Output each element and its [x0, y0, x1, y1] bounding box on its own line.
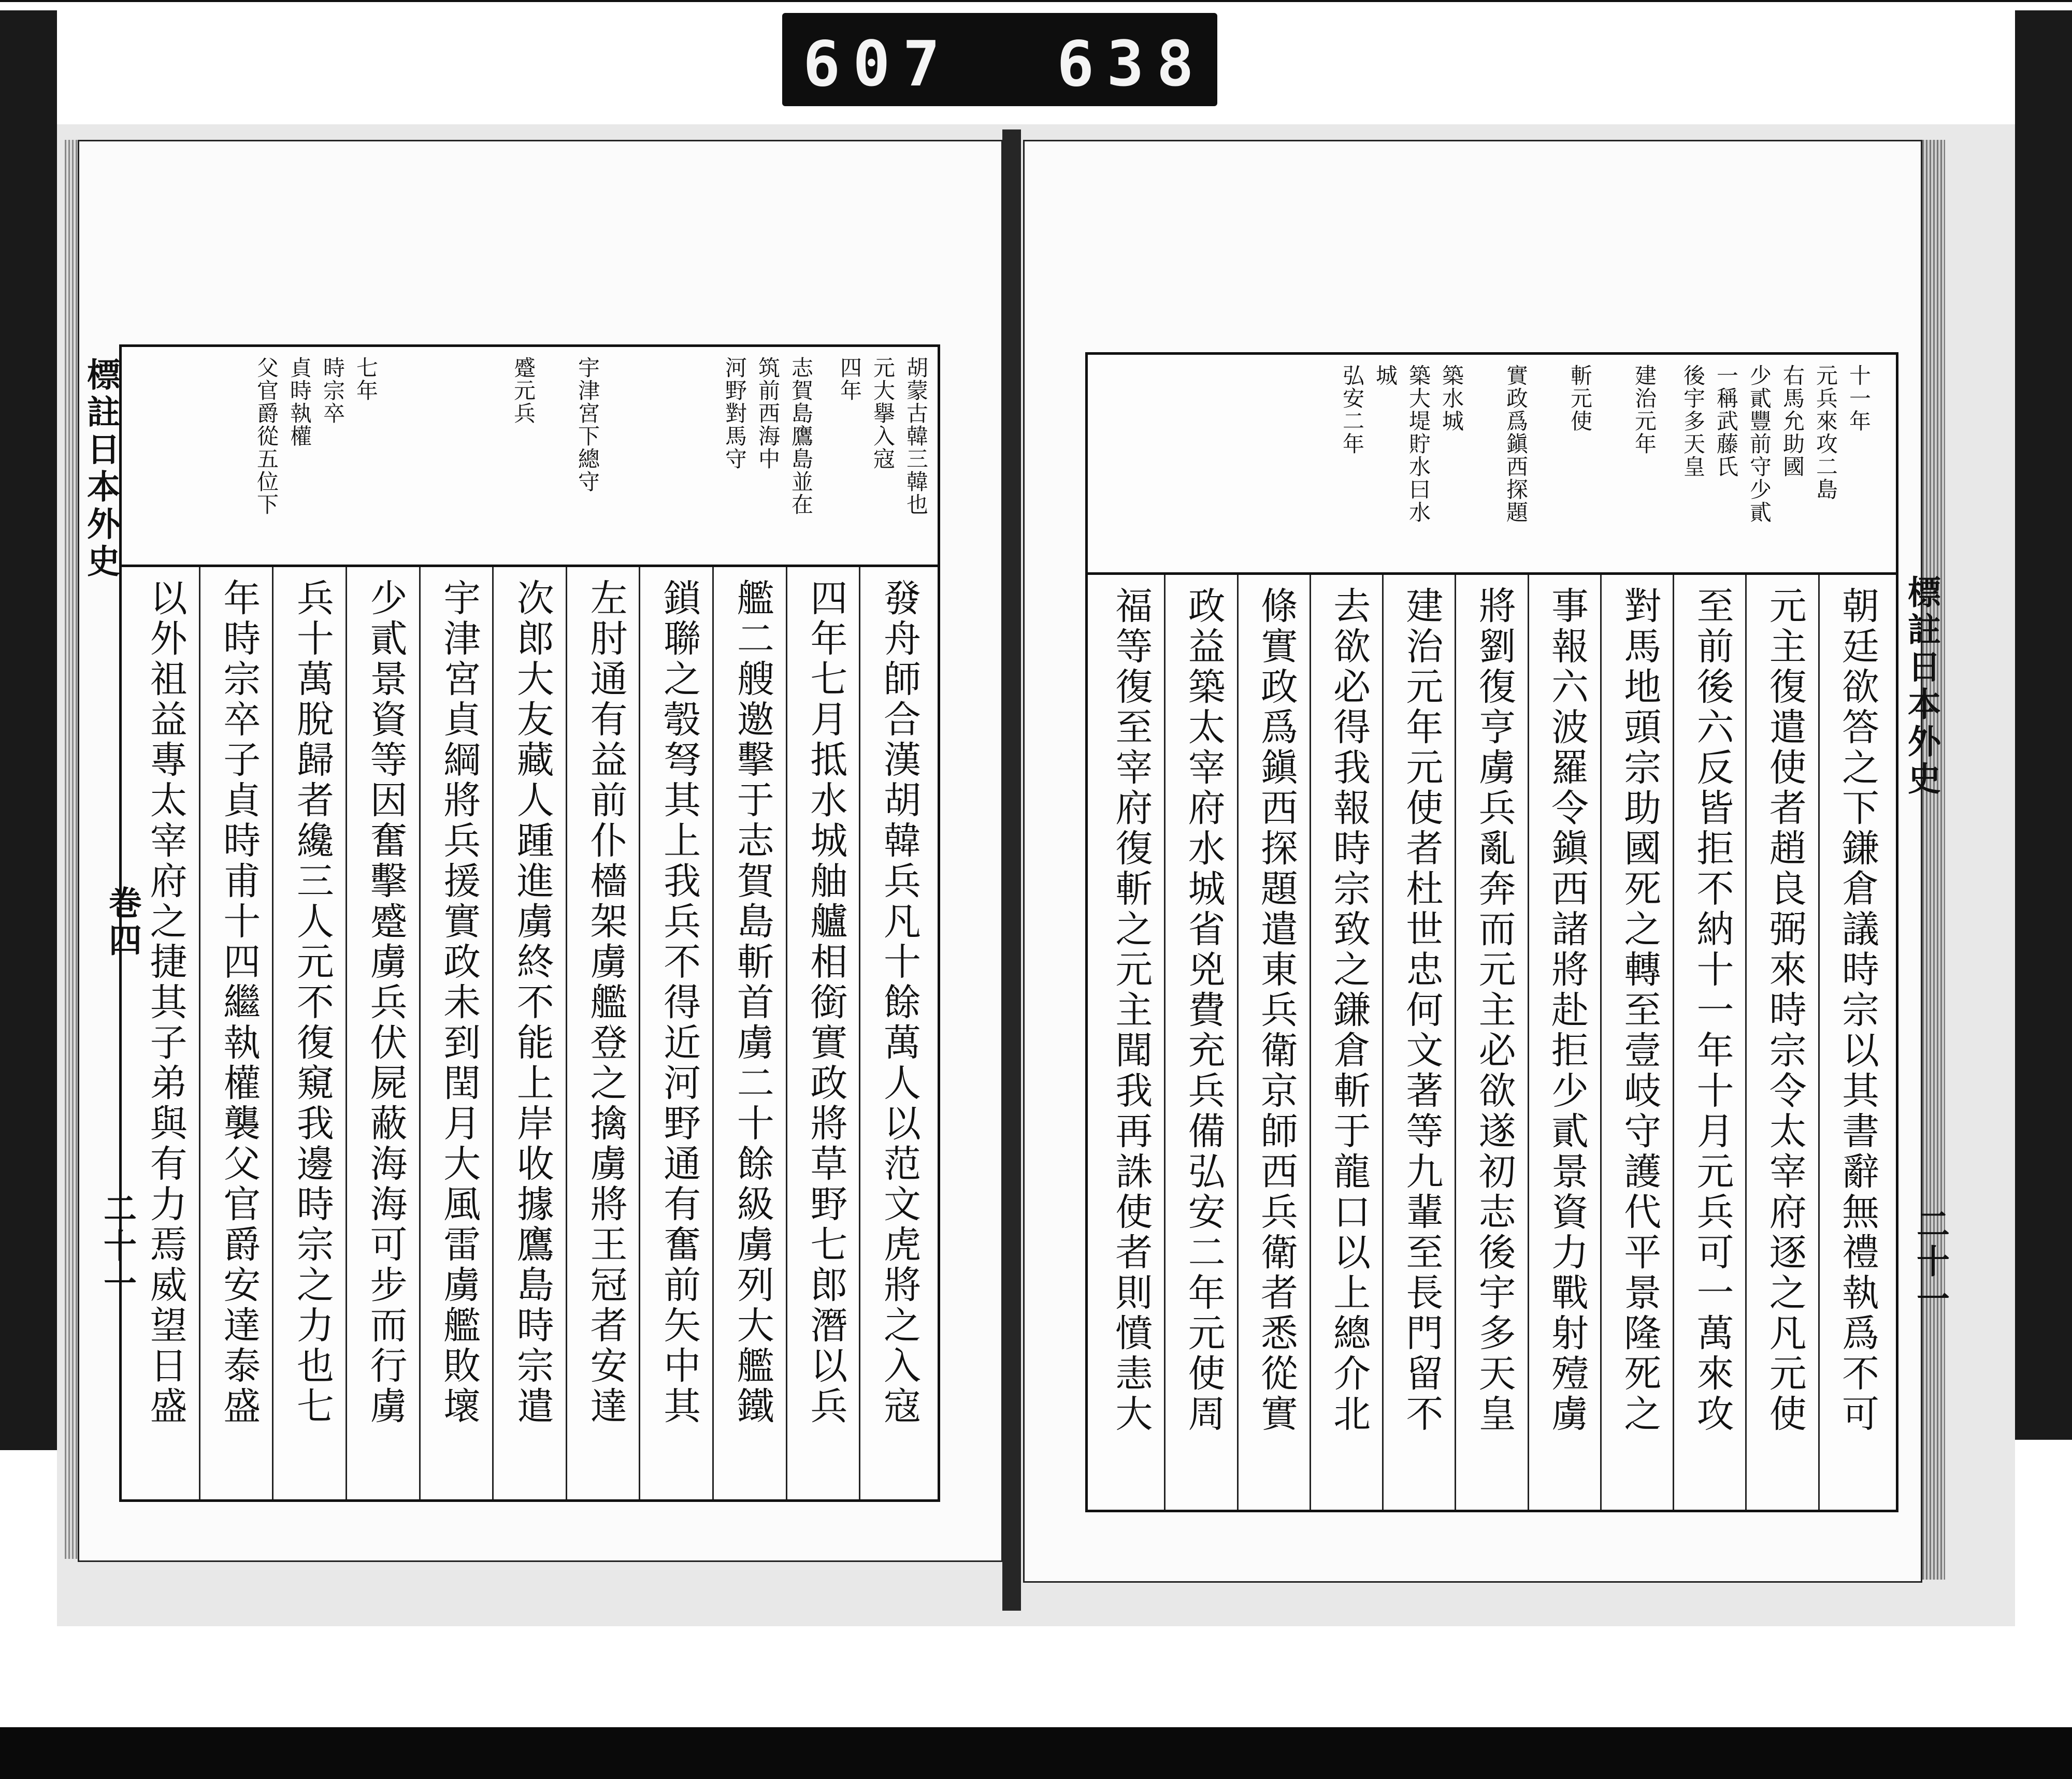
right-headnotes [1093, 355, 1875, 572]
text-column: 宇津宮貞綱將兵援實政未到閏月大風雷虜艦敗壞 [419, 567, 493, 1499]
left-main-text [122, 567, 938, 1499]
headnote: 右馬允助國 [1780, 364, 1805, 478]
text-column: 政益築太宰府水城省兇費充兵備弘安二年元使周 [1164, 575, 1236, 1510]
right-headnote-band [1088, 355, 1896, 575]
headnote: 七年 [353, 356, 379, 402]
headnote: 一稱武藤氏 [1714, 364, 1739, 478]
text-column: 對馬地頭宗助國死之轉至壹岐守護代平景隆死之 [1600, 575, 1673, 1510]
headnote: 宇津宮下總守 [575, 356, 600, 493]
right-text-columns [1093, 575, 1891, 1510]
headnote: 十一年 [1846, 364, 1872, 432]
headnote: 胡蒙古韓三韓也 [903, 356, 929, 516]
headnote: 時宗卒 [320, 356, 346, 425]
text-column: 去欲必得我報時宗致之鎌倉斬于龍口以上總介北 [1310, 575, 1382, 1510]
headnote: 蹙元兵 [511, 356, 536, 425]
text-column: 鎖聯之彀弩其上我兵不得近河野通有奮前矢中其 [639, 567, 712, 1499]
headnote: 筑前西海中 [755, 356, 781, 470]
right-margin-page-number: 二十一 [1911, 1207, 1950, 1319]
headnote: 後宇多天皇 [1680, 364, 1706, 478]
headnote: 四年 [837, 356, 862, 402]
scan-border-left [0, 10, 57, 1450]
top-rule [0, 0, 2072, 2]
headnote: 河野對馬守 [722, 356, 747, 470]
left-headnotes [168, 347, 932, 565]
text-column: 元主復遣使者趙良弼來時宗令太宰府逐之凡元使 [1745, 575, 1818, 1510]
film-frame-label [782, 13, 1217, 106]
film-number-left: 607 [803, 28, 953, 100]
headnote: 志賀島鷹島並在 [788, 356, 814, 516]
film-number-right: 638 [1057, 28, 1206, 100]
text-column: 艦二艘邀擊于志賀島斬首虜二十餘級虜列大艦鐵 [712, 567, 786, 1499]
left-headnote-band [122, 347, 938, 567]
text-column: 以外祖益專太宰府之捷其子弟與有力焉威望日盛 [143, 578, 188, 1427]
text-column: 福等復至宰府復斬之元主聞我再誅使者則憤恚大 [1109, 586, 1153, 1435]
scan-border-bottom [0, 1727, 2072, 1779]
headnote: 斬元使 [1567, 364, 1593, 432]
headnote: 元大擧入寇 [870, 356, 896, 470]
headnote: 建治元年 [1632, 364, 1657, 455]
headnote: 父官爵從五位下 [254, 356, 279, 516]
text-column: 至前後六反皆拒不納十一年十月元兵可一萬來攻 [1673, 575, 1745, 1510]
text-column: 發舟師合漢胡韓兵凡十餘萬人以范文虎將之入寇 [859, 567, 932, 1499]
text-column: 少貳景資等因奮擊蹙虜兵伏屍蔽海海可步而行虜 [346, 567, 419, 1499]
right-margin-title: 標註日本外史 [1902, 575, 1941, 799]
text-column: 建治元年元使者杜世忠何文著等九輩至長門留不 [1382, 575, 1455, 1510]
headnote: 築大堤貯水曰水 [1406, 364, 1431, 524]
right-text-frame [1085, 352, 1898, 1512]
text-column: 條實政爲鎭西探題遣東兵衛京師西兵衛者悉從實 [1237, 575, 1310, 1510]
headnote: 元兵來攻二島 [1813, 364, 1838, 501]
left-margin-page-number: 二十一 [98, 1191, 137, 1303]
scan-border-right [2015, 10, 2072, 1440]
text-column: 年時宗卒子貞時甫十四繼執權襲父官爵安達泰盛 [199, 567, 272, 1499]
text-column: 朝廷欲答之下鎌倉議時宗以其書辭無禮執爲不可 [1818, 575, 1891, 1510]
left-text-columns [127, 567, 932, 1499]
text-column: 次郎大友藏人踵進虜終不能上岸收據鷹島時宗遣 [492, 567, 566, 1499]
headnote: 弘安二年 [1340, 364, 1365, 455]
headnote: 少貳豐前守少貳 [1747, 364, 1772, 524]
book-gutter [1002, 129, 1021, 1611]
text-column: 左肘通有益前仆檣架虜艦登之擒虜將王冠者安達 [566, 567, 639, 1499]
headnote: 城 [1373, 364, 1398, 387]
headnote: 實政爲鎭西探題 [1503, 364, 1529, 524]
text-column: 兵十萬脫歸者纔三人元不復窺我邊時宗之力也七 [272, 567, 346, 1499]
text-column: 四年七月抵水城舳艫相銜實政將草野七郎潛以兵 [786, 567, 859, 1499]
headnote: 築水城 [1439, 364, 1464, 432]
left-margin-title: 標註日本外史 [81, 357, 120, 581]
left-margin-volume: 巻四 [103, 886, 142, 960]
left-text-frame [119, 344, 940, 1502]
headnote: 貞時執權 [287, 356, 312, 447]
right-main-text [1088, 575, 1896, 1510]
text-column: 將劉復亨虜兵亂奔而元主必欲遂初志後宇多天皇 [1455, 575, 1527, 1510]
text-column: 事報六波羅令鎭西諸將赴拒少貳景資力戰射殪虜 [1528, 575, 1600, 1510]
